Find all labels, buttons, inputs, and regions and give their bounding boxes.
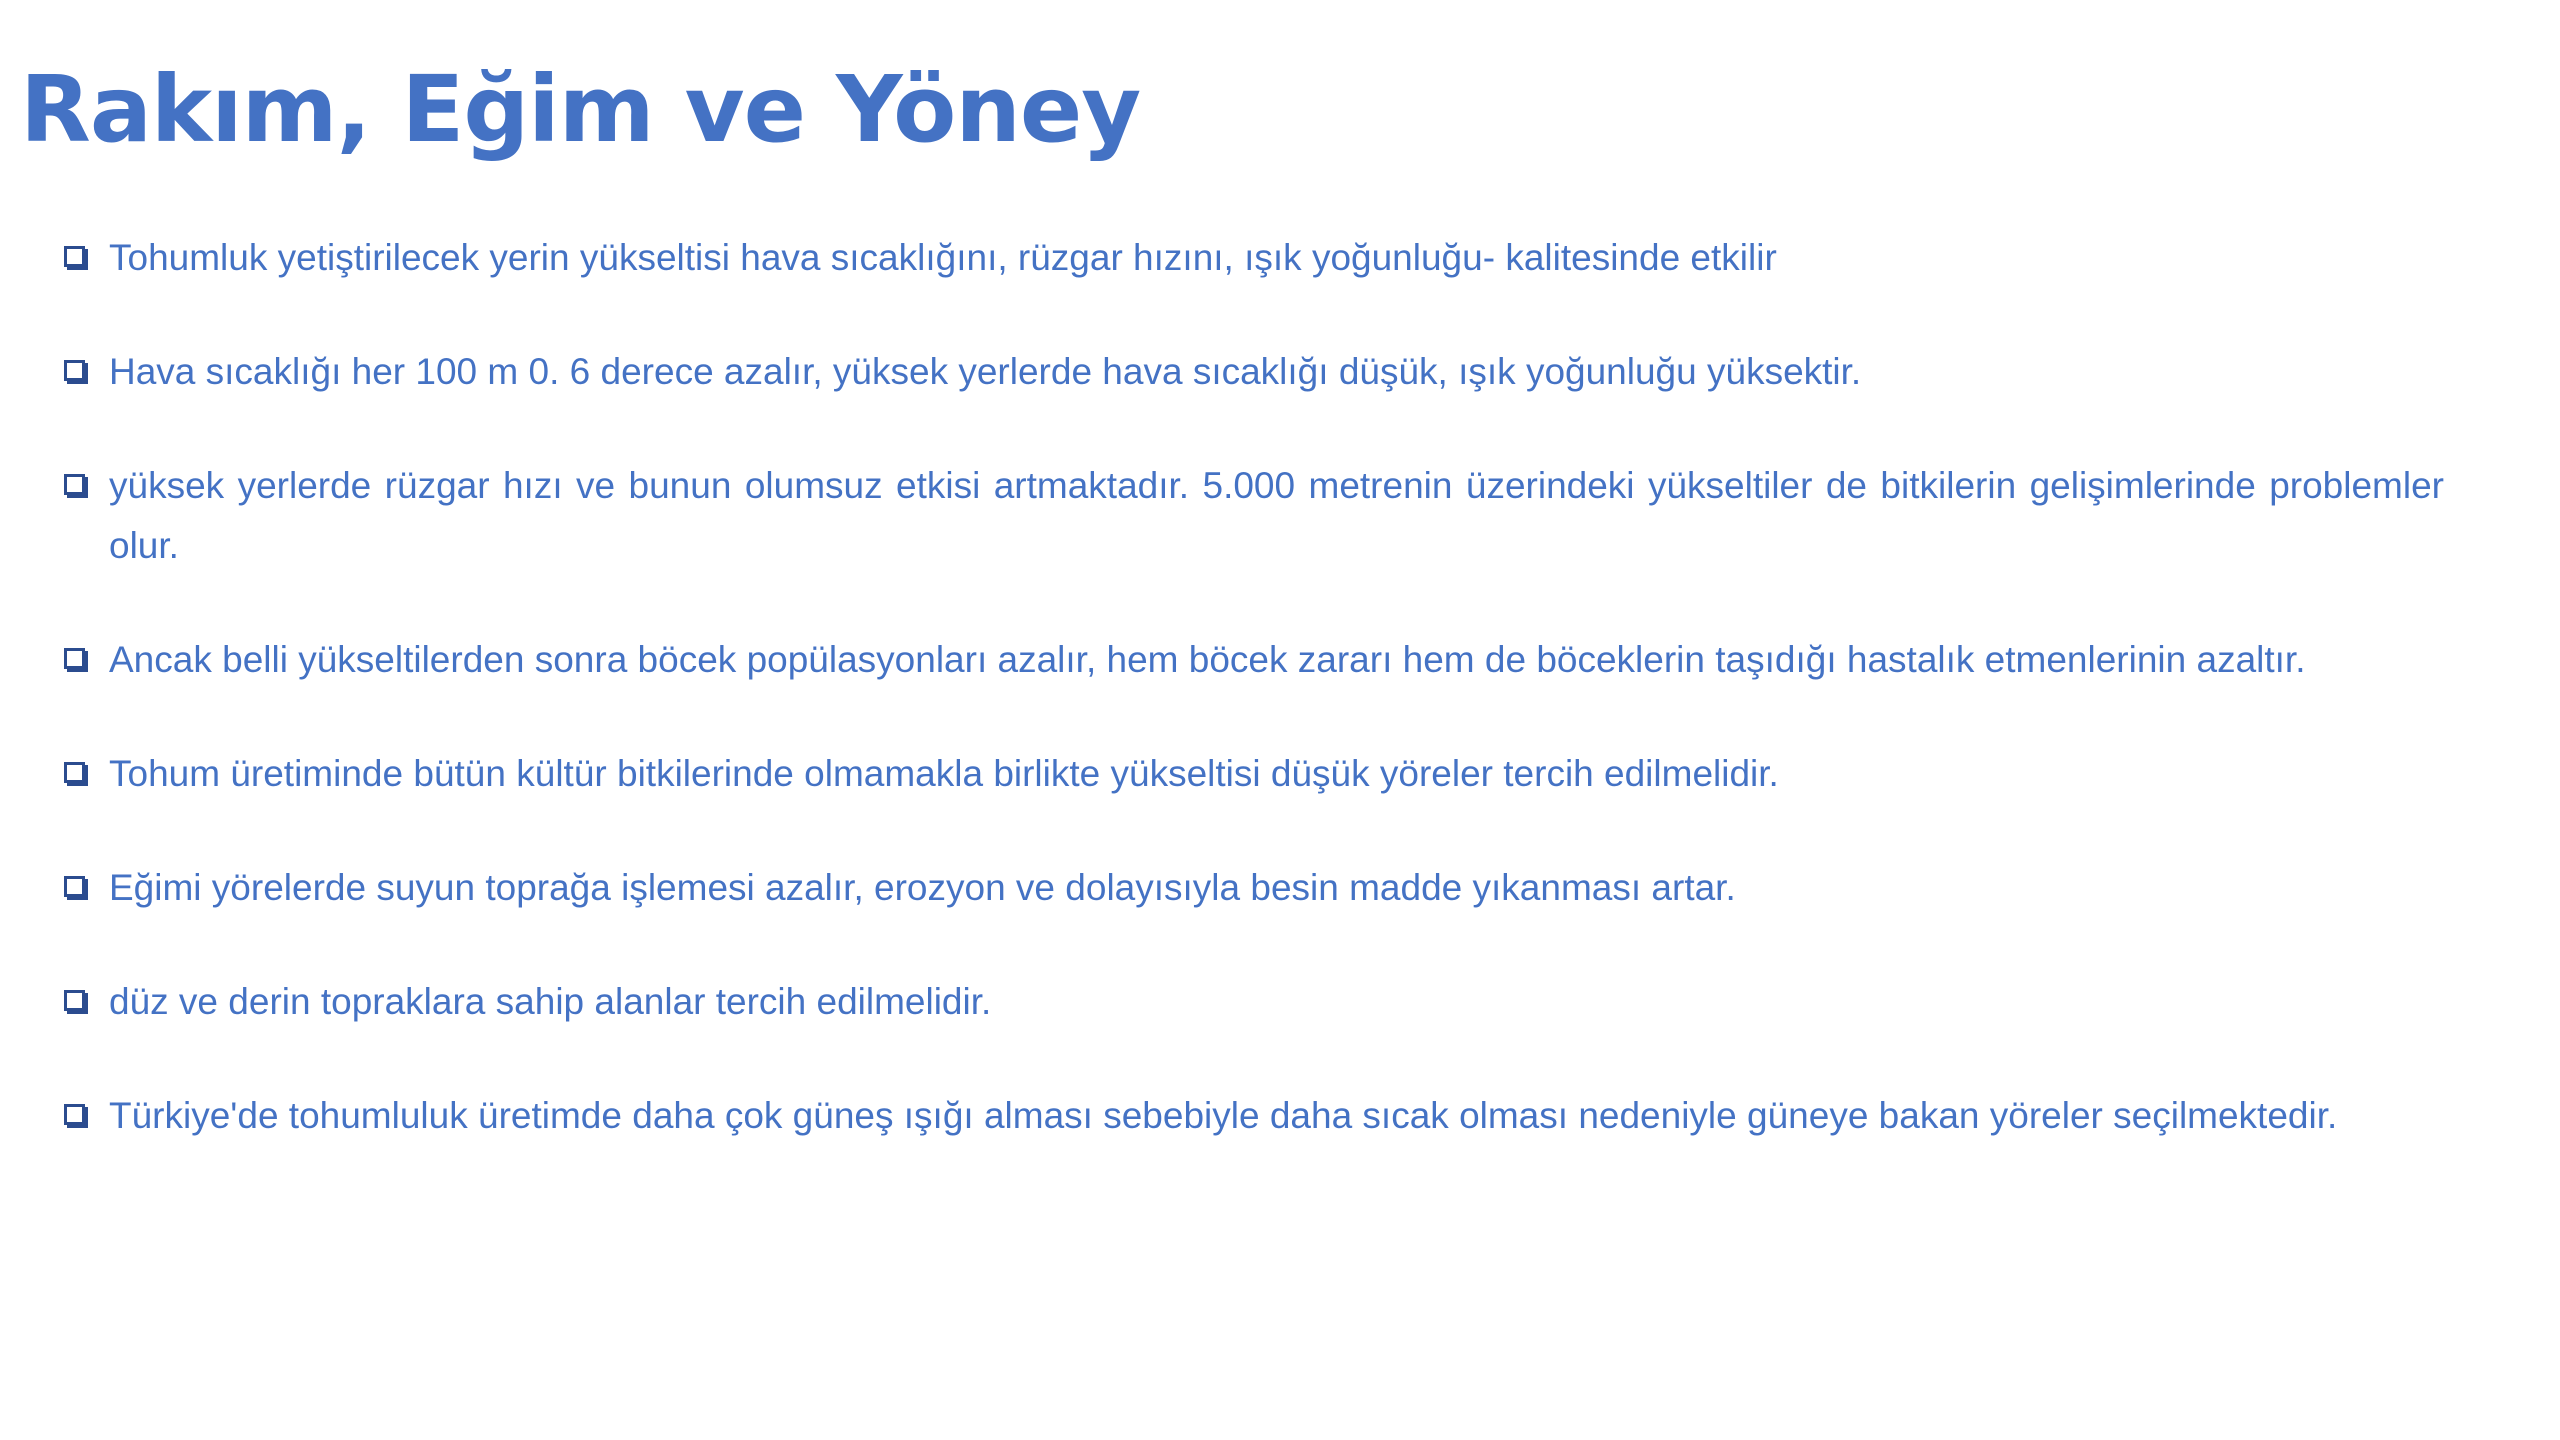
bullet-item-6 [64, 858, 2444, 918]
checkbox-outline-icon [64, 876, 85, 897]
bullet-text-3: yüksek yerlerde rüzgar hızı ve bunun olumsuz etkisi artmaktadır. 5.000 metrenin üzerindeki yükseltiler de bitkilerin gelişimlerinde problemler olur. [109, 465, 2444, 566]
bullet-item-8 [64, 1086, 2444, 1146]
bullet-item-2 [64, 342, 2444, 402]
bullet-text-8: Türkiye'de tohumluluk üretimde daha çok güneş ışığı alması sebebiyle daha sıcak olması nedeniyle güneye bakan yöreler seçilmektedir. [109, 1095, 2338, 1136]
bullet-item-4 [64, 630, 2444, 690]
checkbox-outline-icon [64, 360, 85, 381]
checkbox-outline-icon [64, 648, 85, 669]
checkbox-outline-icon [64, 246, 85, 267]
bullet-text-6: Eğimi yörelerde suyun toprağa işlemesi azalır, erozyon ve dolayısıyla besin madde yıkanması artar. [109, 867, 1736, 908]
slide-title: Rakım, Eğim ve Yöney [20, 56, 1141, 163]
bullet-text-2: Hava sıcaklığı her 100 m 0. 6 derece azalır, yüksek yerlerde hava sıcaklığı düşük, ışık yoğunluğu yüksektir. [109, 351, 1862, 392]
bullet-item-5 [64, 744, 2444, 804]
bullet-item-3 [64, 456, 2444, 576]
bullet-item-1 [64, 228, 2444, 288]
bullet-text-4: Ancak belli yükseltilerden sonra böcek popülasyonları azalır, hem böcek zararı hem de böceklerin taşıdığı hastalık etmenlerinin azaltır. [109, 639, 2306, 680]
bullet-text-7: düz ve derin topraklara sahip alanlar tercih edilmelidir. [109, 981, 992, 1022]
checkbox-outline-icon [64, 762, 85, 783]
bullet-list [64, 228, 2444, 1200]
checkbox-outline-icon [64, 474, 85, 495]
bullet-item-7 [64, 972, 2444, 1032]
checkbox-outline-icon [64, 990, 85, 1011]
checkbox-outline-icon [64, 1104, 85, 1125]
bullet-text-5: Tohum üretiminde bütün kültür bitkilerinde olmamakla birlikte yükseltisi düşük yöreler tercih edilmelidir. [109, 753, 1779, 794]
bullet-text-1: Tohumluk yetiştirilecek yerin yükseltisi hava sıcaklığını, rüzgar hızını, ışık yoğunluğu- kalitesinde etkilir [109, 237, 1777, 278]
